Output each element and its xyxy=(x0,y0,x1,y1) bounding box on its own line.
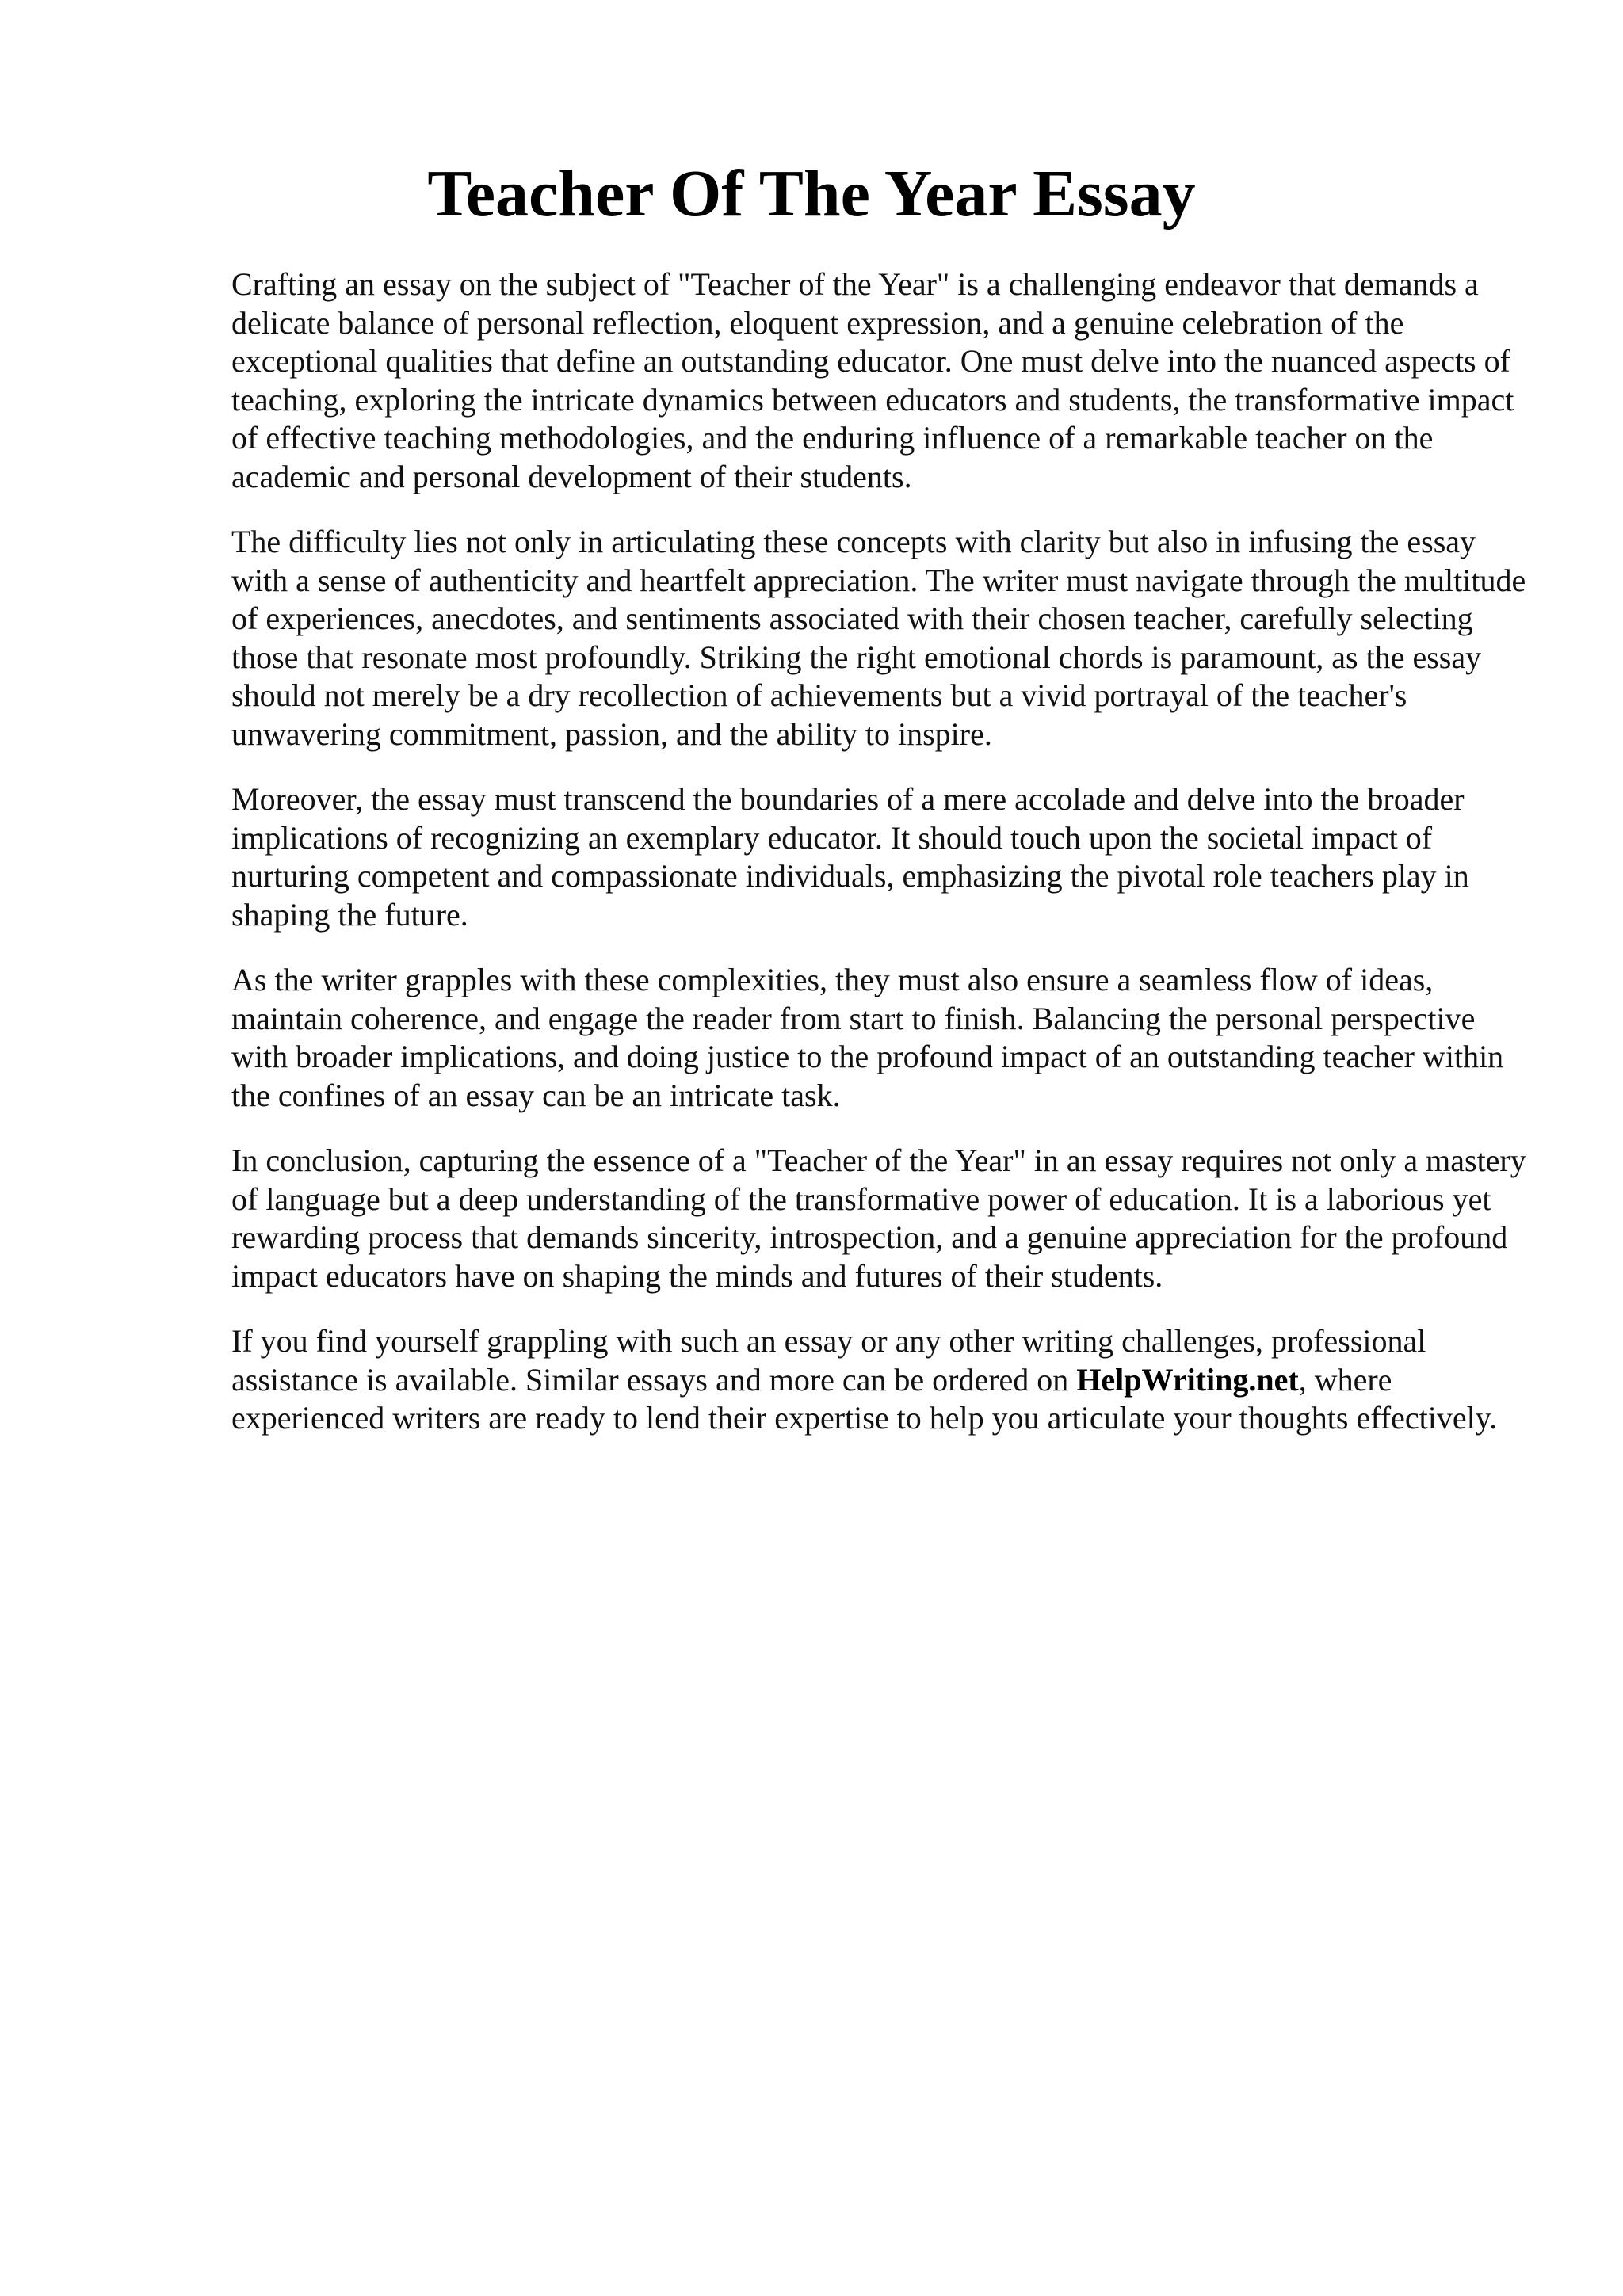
closing-text-after: , where experienced writers are ready to lend their expertise to help you articulate your thoughts effectively. xyxy=(231,1361,1498,1436)
closing-text-before: If you find yourself grappling with such an essay or any other writing challenges, professional assistance is available. Similar essays and more can be ordered on xyxy=(231,1323,1426,1398)
essay-body xyxy=(231,265,1539,1465)
page-title: Teacher Of The Year Essay xyxy=(427,157,1196,231)
paragraph-1: Crafting an essay on the subject of "Teacher of the Year" is a challenging endeavor that demands a delicate balance of personal reflection, eloquent expression, and a genuine celebration of the exceptional qualities that define an outstanding educator. One must delve into the nuanced aspects of teaching, exploring the intricate dynamics between educators and students, the transformative impact of effective teaching methodologies, and the enduring influence of a remarkable teacher on the academic and personal development of their students. xyxy=(231,266,1514,494)
brand-name-link[interactable]: HelpWriting.net xyxy=(1076,1361,1299,1398)
paragraph-6-closing xyxy=(231,1322,1539,1438)
paragraph-3: Moreover, the essay must transcend the boundaries of a mere accolade and delve into the broader implications of recognizing an exemplary educator. It should touch upon the societal impact of nurturing competent and compassionate individuals, emphasizing the pivotal role teachers play in shaping the future. xyxy=(231,781,1469,933)
paragraph-2: The difficulty lies not only in articulating these concepts with clarity but also in infusing the essay with a sense of authenticity and heartfelt appreciation. The writer must navigate through the multitude of experiences, anecdotes, and sentiments associated with their chosen teacher, carefully selecting those that resonate most profoundly. Striking the right emotional chords is paramount, as the essay should not merely be a dry recollection of achievements but a vivid portrayal of the teacher's unwavering commitment, passion, and the ability to inspire. xyxy=(231,524,1526,752)
paragraph-5: In conclusion, capturing the essence of a "Teacher of the Year" in an essay requires not only a mastery of language but a deep understanding of the transformative power of education. It is a laborious yet rewarding process that demands sincerity, introspection, and a genuine appreciation for the profound impact educators have on shaping the minds and futures of their students. xyxy=(231,1142,1526,1294)
paragraph-4: As the writer grapples with these complexities, they must also ensure a seamless flow of ideas, maintain coherence, and engage the reader from start to finish. Balancing the personal perspective with broader implications, and doing justice to the profound impact of an outstanding teacher within the confines of an essay can be an intricate task. xyxy=(231,962,1504,1113)
